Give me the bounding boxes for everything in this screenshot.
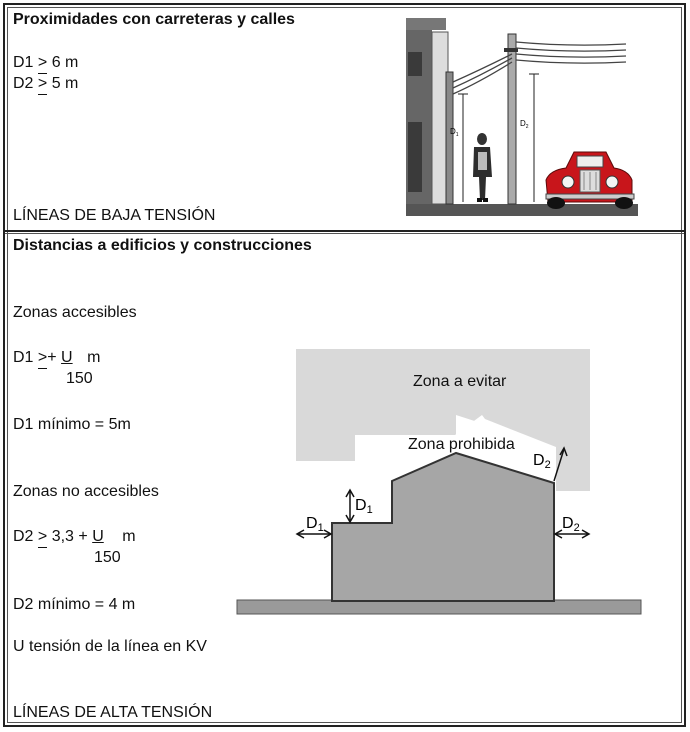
- zonas-no-accesibles-label: Zonas no accesibles: [13, 483, 159, 500]
- zona-a-evitar-label: Zona a evitar: [413, 373, 507, 390]
- fraction-numerator: U: [61, 349, 73, 366]
- gte-symbol: >: [37, 349, 48, 366]
- red-car: [546, 152, 634, 209]
- d1-value: 6 m: [51, 54, 79, 71]
- unit: m: [122, 528, 136, 545]
- road-clearance-illustration: [400, 12, 645, 220]
- u-definition: U tensión de la línea en KV: [13, 638, 207, 655]
- building: [406, 18, 448, 204]
- short-pole: [446, 72, 453, 204]
- zonas-accesibles-label: Zonas accesibles: [13, 304, 137, 321]
- section-divider-inner: [5, 233, 684, 234]
- section1-footer: LÍNEAS DE BAJA TENSIÓN: [13, 207, 216, 224]
- d2-minimum: D2 mínimo = 4 m: [13, 596, 136, 613]
- d2-spec-row: [13, 75, 78, 93]
- fraction-numerator: U: [92, 528, 104, 545]
- gte-symbol: >: [37, 75, 48, 92]
- building-clearance-diagram: [230, 345, 650, 620]
- d2-value: 5 m: [51, 75, 79, 92]
- gte-symbol: >: [37, 528, 48, 545]
- d1-dim-label: $D_1$: [450, 127, 459, 138]
- d1-label: D1: [13, 54, 34, 71]
- section1-title: Proximidades con carreteras y calles: [13, 11, 295, 28]
- d1-side-label: D1: [306, 515, 324, 534]
- section-divider: [5, 230, 684, 232]
- person-figure: [473, 133, 492, 202]
- d1-formula-lhs: D1: [13, 349, 34, 366]
- d2-dimension: [529, 74, 539, 202]
- unit: m: [87, 349, 101, 366]
- ground: [406, 204, 638, 216]
- d1-dimension: [458, 94, 468, 202]
- section2-title: Distancias a edificios y construcciones: [13, 237, 312, 254]
- gte-symbol: >: [37, 54, 48, 71]
- d2-formula-lhs: D2: [13, 528, 34, 545]
- d1-spec-row: [13, 54, 78, 72]
- fraction-denominator: 150: [66, 370, 93, 387]
- constant-term: 3,3 +: [51, 528, 88, 545]
- fraction-denominator: 150: [94, 549, 121, 566]
- d1-formula: [13, 349, 100, 367]
- section2-footer: LÍNEAS DE ALTA TENSIÓN: [13, 704, 213, 721]
- d2-label: D2: [13, 75, 34, 92]
- d2-top-label: D2: [533, 452, 551, 471]
- zona-prohibida-label: Zona prohibida: [408, 436, 515, 453]
- d2-formula: [13, 528, 136, 546]
- d1-minimum: D1 mínimo = 5m: [13, 416, 131, 433]
- power-lines: [453, 42, 626, 94]
- d1-top-label: D1: [355, 497, 373, 516]
- d2-dim-label: $D_2$: [520, 119, 529, 130]
- d2-side-label: D2: [562, 515, 580, 534]
- ground: [237, 600, 641, 614]
- plus-sign: +: [47, 349, 57, 366]
